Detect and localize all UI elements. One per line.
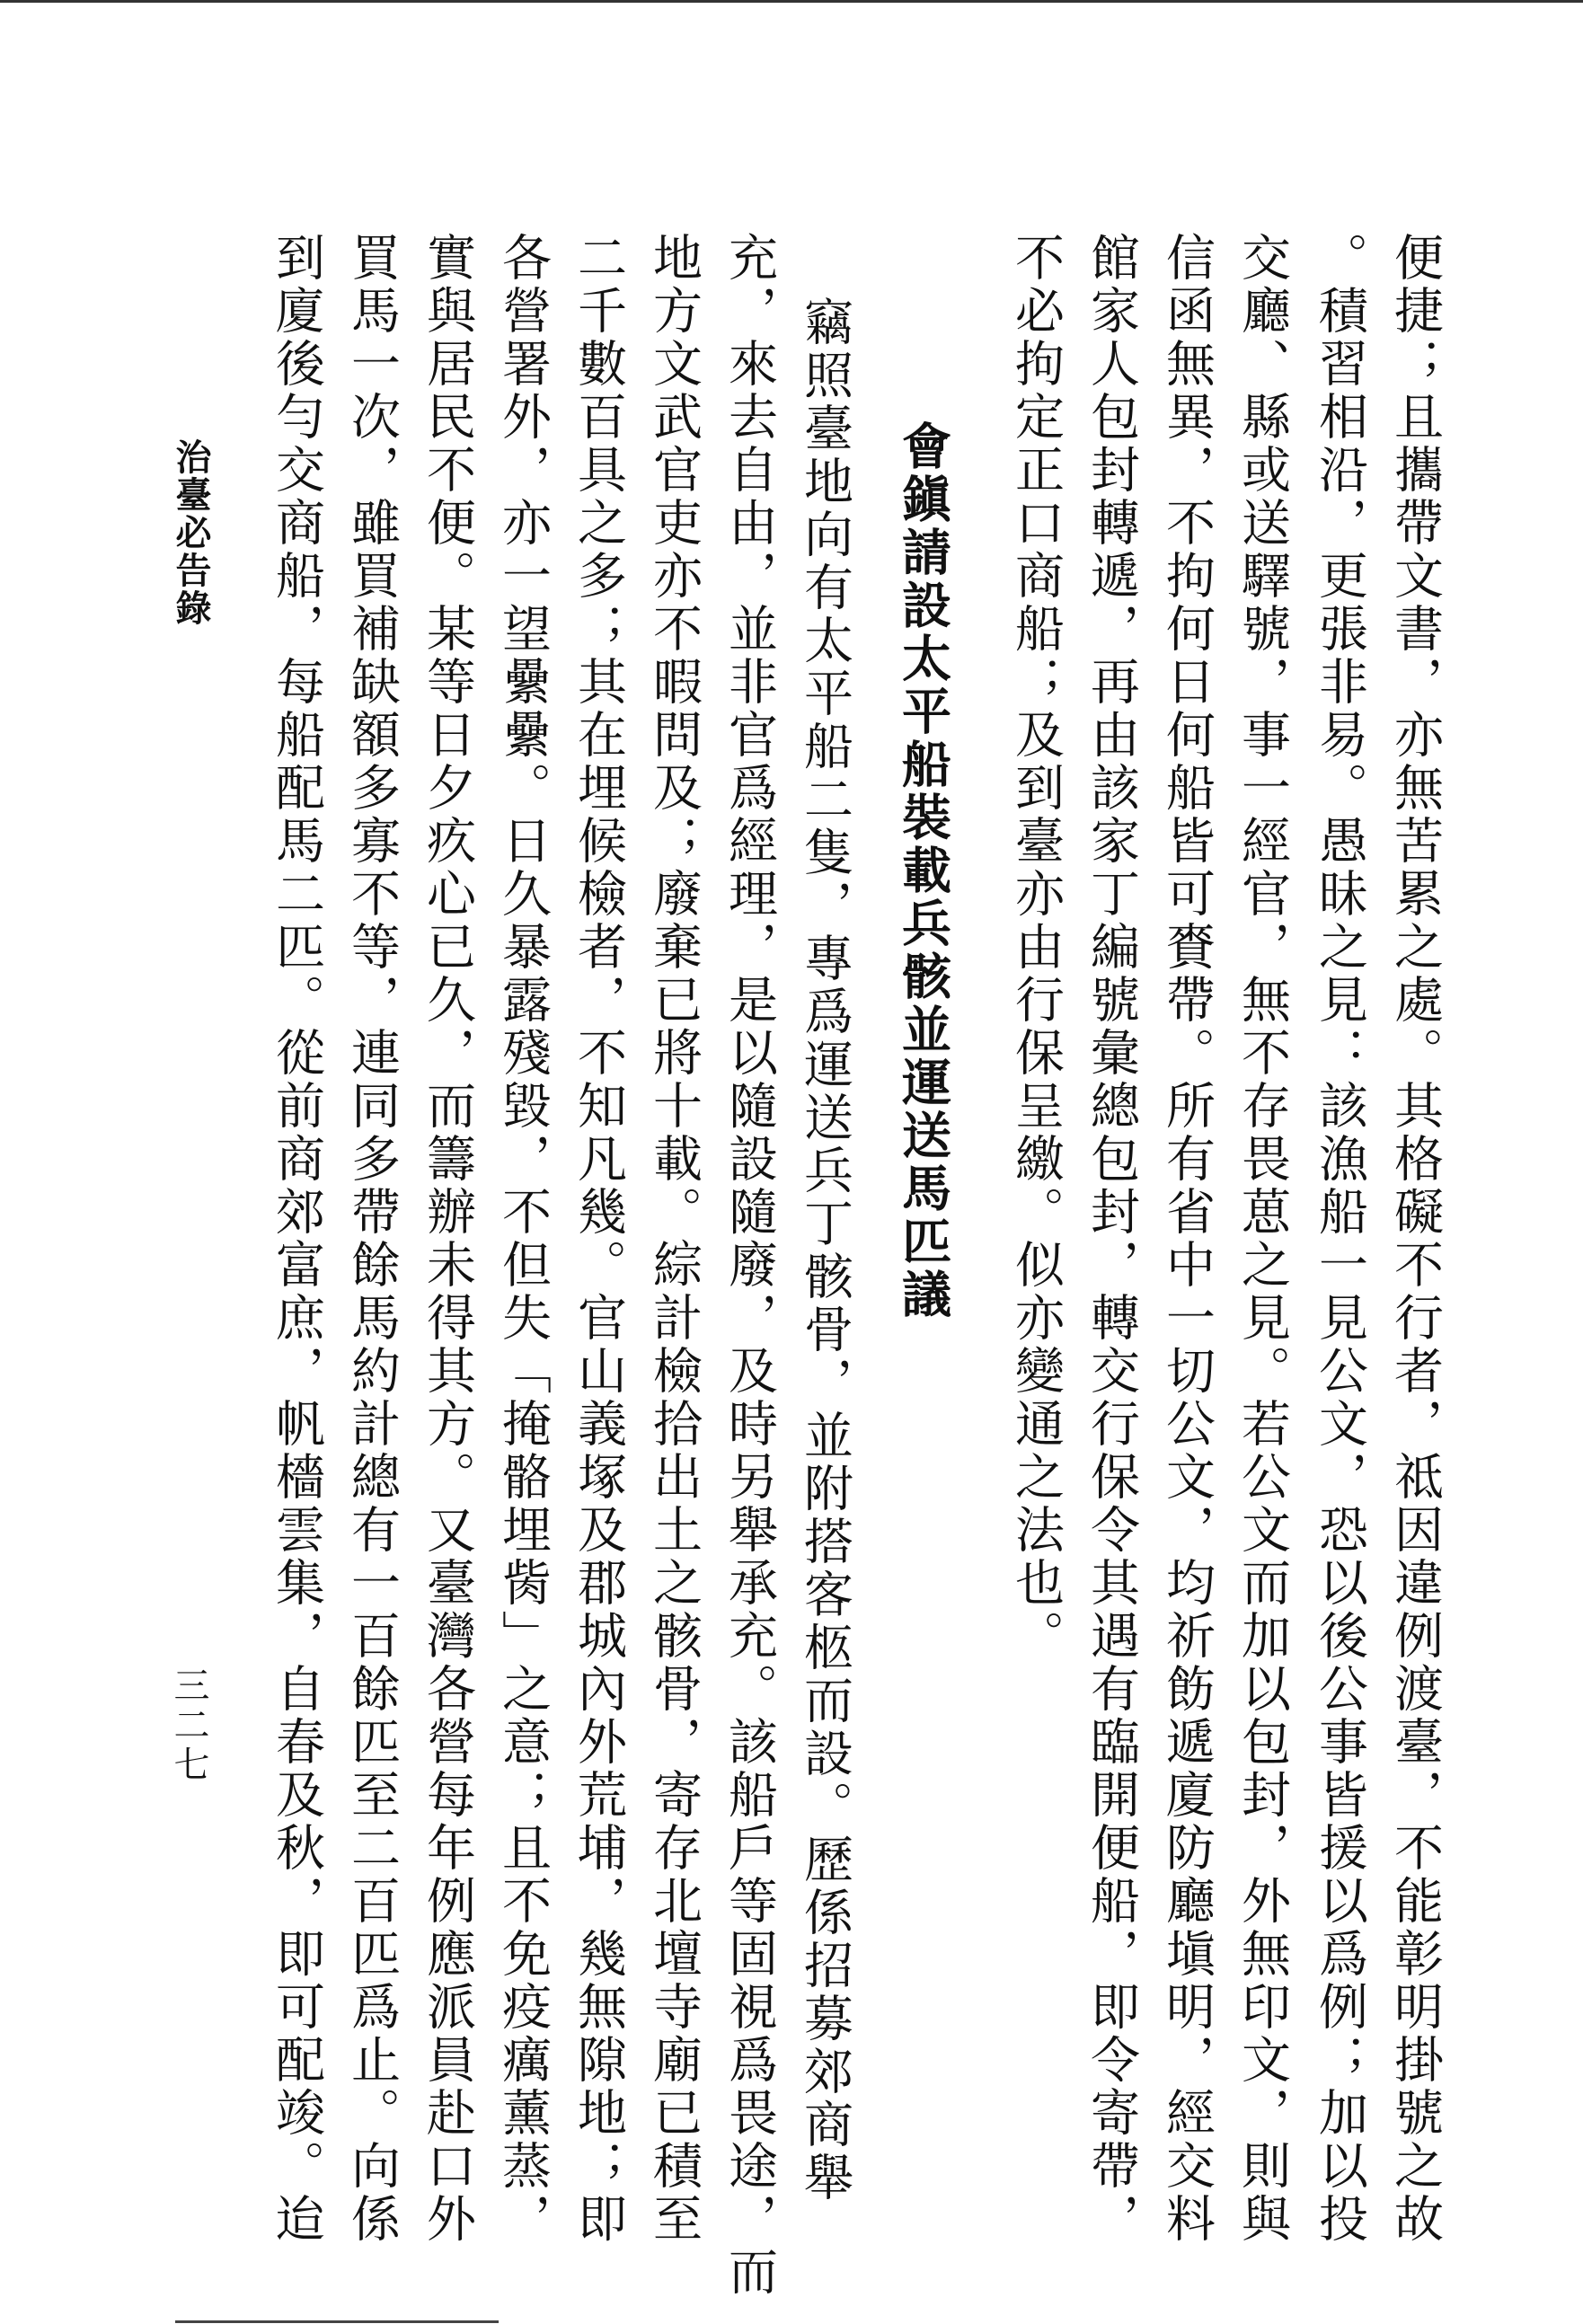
text-column: 地方文武官吏亦不暇問及；廢棄已將十載。綜計檢拾出土之骸骨，寄存北壇寺廟已積至: [645, 232, 703, 2246]
bottom-edge-rule: [175, 2320, 499, 2323]
top-edge-rule: [0, 0, 1583, 3]
text-column: 不必拘定正口商船；及到臺亦由行保呈繳。似亦變通之法也。: [1007, 232, 1065, 1663]
text-column: 信函無異，不拘何日何船皆可賚帶。所有省中一切公文，均祈飭遞廈防廳塡明，經交料: [1158, 232, 1216, 2246]
text-column: 到廈後勻交商船，每船配馬二匹。從前商郊富庶，帆檣雲集，自春及秋，即可配竣。迨: [268, 232, 325, 2246]
text-column: 便捷；且攜帶文書，亦無苦累之處。其格礙不行者，祗因違例渡臺，不能彰明掛號之故: [1386, 232, 1444, 2246]
text-column: 交廳、縣或送驛號，事一經官，無不存畏葸之見。若公文而加以包封，外無印文，則與: [1234, 232, 1291, 2246]
book-title: 治臺必告錄: [170, 438, 212, 627]
text-column: 充，來去自由，並非官爲經理，是以隨設隨廢，及時另舉承充。該船戶等固視爲畏途，而: [721, 232, 778, 2299]
text-column: 各營署外，亦一望纍纍。日久暴露殘毀，不但失「掩骼埋胔」之意；且不免疫癘薰蒸，: [494, 232, 552, 2246]
page-number: 三二七: [168, 1666, 209, 1785]
section-heading: 會鎭請設太平船裝載兵骸並運送馬匹議: [894, 420, 952, 1321]
text-column: 。積習相沿，更張非易。愚昧之見：該漁船一見公文，恐以後公事皆援以爲例；加以投: [1311, 232, 1368, 2246]
text-column: 實與居民不便。某等日夕疚心已久，而籌辦未得其方。又臺灣各營每年例應派員赴口外: [419, 232, 476, 2246]
text-column: 館家人包封轉遞，再由該家丁編號彙總包封，轉交行保令其遇有臨開便船，即令寄帶，: [1083, 232, 1140, 2246]
text-column: 竊照臺地向有太平船二隻，專爲運送兵丁骸骨，並附搭客柩而設。歷係招募郊商舉: [796, 296, 853, 2205]
text-column: 買馬一次，雖買補缺額多寡不等，連同多帶餘馬約計總有一百餘匹至二百匹爲止。向係: [343, 232, 401, 2246]
text-column: 二千數百具之多；其在埋候檢者，不知凡幾。官山義塚及郡城內外荒埔，幾無隙地；即: [570, 232, 627, 2246]
